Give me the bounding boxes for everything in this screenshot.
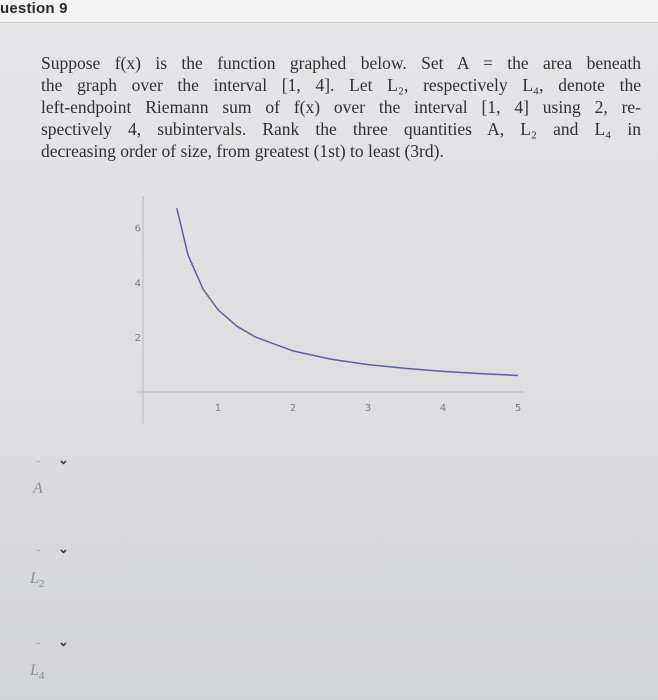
chevron-down-icon: ⌄ <box>58 452 69 467</box>
question-title: uestion 9 <box>0 0 68 17</box>
rank-select-a[interactable] <box>22 448 80 472</box>
rank-select-value: - <box>36 452 41 468</box>
y-tick-label: 6 <box>135 223 141 235</box>
rank-select-value: - <box>36 634 41 650</box>
question-line: spectively 4, subintervals. Rank the three quantities A, L₂ and L₄ in <box>41 119 641 139</box>
rank-select-l4[interactable] <box>22 630 80 654</box>
rank-select-l2[interactable] <box>22 537 80 561</box>
question-line: decreasing order of size, from greatest (1st) to least (3rd). <box>41 141 444 161</box>
variable-label-a <box>33 480 43 498</box>
x-tick-label: 5 <box>514 403 522 414</box>
x-tick-label: 1 <box>214 403 222 414</box>
function-graph-svg <box>135 192 525 428</box>
question-line: the graph over the interval [1, 4]. Let L₂, respectively L₄, denote the <box>41 75 641 95</box>
variable-label-l2 <box>30 570 44 590</box>
question-text <box>41 52 641 162</box>
variable-subscript: 4 <box>38 670 45 683</box>
variable-name: L <box>30 662 39 679</box>
x-tick-label: 3 <box>364 403 372 414</box>
variable-name: L <box>30 570 39 587</box>
x-tick-label: 4 <box>439 403 447 414</box>
y-tick-label: 4 <box>135 278 141 290</box>
chevron-down-icon: ⌄ <box>58 541 69 556</box>
question-line: Suppose f(x) is the function graphed below. Set A = the area beneath <box>41 53 641 73</box>
rank-select-value: - <box>36 541 41 557</box>
chevron-down-icon: ⌄ <box>58 634 69 649</box>
question-line: left-endpoint Riemann sum of f(x) over the interval [1, 4] using 2, re- <box>41 97 641 117</box>
variable-subscript: 2 <box>38 578 45 591</box>
variable-label-l4 <box>30 662 44 682</box>
question-header <box>0 0 658 23</box>
y-tick-label: 2 <box>135 333 141 345</box>
x-tick-label: 2 <box>289 403 297 414</box>
function-graph <box>135 192 525 428</box>
function-curve <box>177 208 518 375</box>
variable-name: A <box>33 480 43 497</box>
